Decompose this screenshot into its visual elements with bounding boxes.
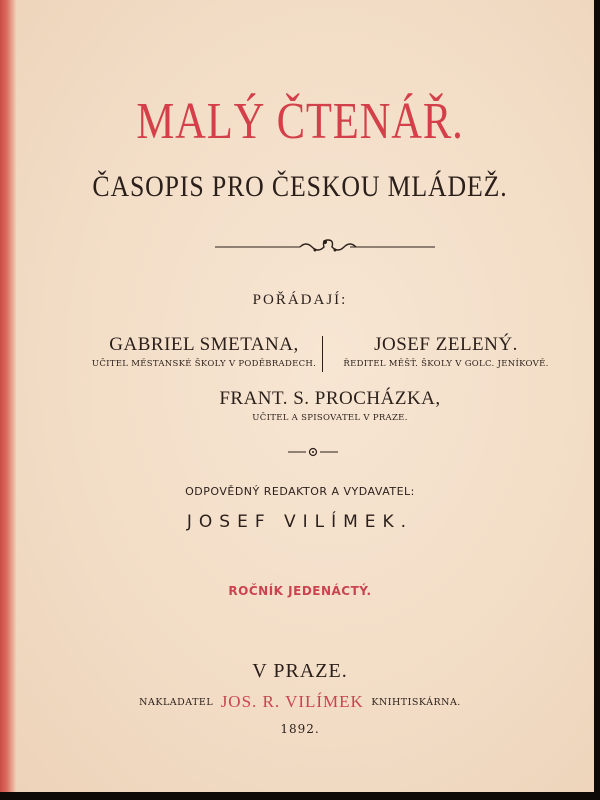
publisher-prefix: NAKLADATEL bbox=[139, 697, 214, 708]
ornament-divider-icon bbox=[215, 236, 435, 256]
page-title: MALÝ ČTENÁŘ. bbox=[136, 93, 464, 150]
organizer-block bbox=[88, 334, 320, 369]
organizer-block bbox=[180, 388, 480, 423]
organizer-name: FRANT. S. PROCHÁZKA, bbox=[219, 388, 441, 409]
column-divider bbox=[322, 336, 323, 372]
editor-name: JOSEF VILÍMEK. bbox=[186, 512, 414, 532]
organizers-label: POŘÁDAJÍ: bbox=[252, 292, 348, 308]
publisher-line bbox=[0, 692, 600, 712]
organizer-block bbox=[326, 334, 566, 369]
publication-year: 1892. bbox=[280, 722, 320, 736]
small-ornament-icon bbox=[288, 446, 338, 458]
organizer-name: GABRIEL SMETANA, bbox=[109, 334, 299, 355]
organizer-role: ŘEDITEL MĚŠŤ. ŠKOLY V GOLC. JENÍKOVĚ. bbox=[343, 359, 549, 369]
publisher-name: JOS. R. VILÍMEK bbox=[220, 692, 364, 711]
scan-edge-right bbox=[594, 0, 600, 800]
volume-label: ROČNÍK JEDENÁCTÝ. bbox=[228, 584, 372, 598]
responsible-editor-label: ODPOVĚDNÝ REDAKTOR A VYDAVATEL: bbox=[185, 485, 415, 498]
organizer-role: UČITEL MĚSTANSKÉ ŠKOLY V PODĚBRADECH. bbox=[91, 359, 317, 369]
scan-edge-bottom bbox=[0, 792, 600, 800]
organizer-role: UČITEL A SPISOVATEL V PRAZE. bbox=[252, 413, 408, 423]
page-subtitle: ČASOPIS PRO ČESKOU MLÁDEŽ. bbox=[92, 170, 508, 203]
publication-city: V PRAZE. bbox=[252, 660, 348, 682]
organizer-name: JOSEF ZELENÝ. bbox=[374, 334, 518, 355]
publisher-suffix: KNIHTISKÁRNA. bbox=[371, 697, 461, 708]
